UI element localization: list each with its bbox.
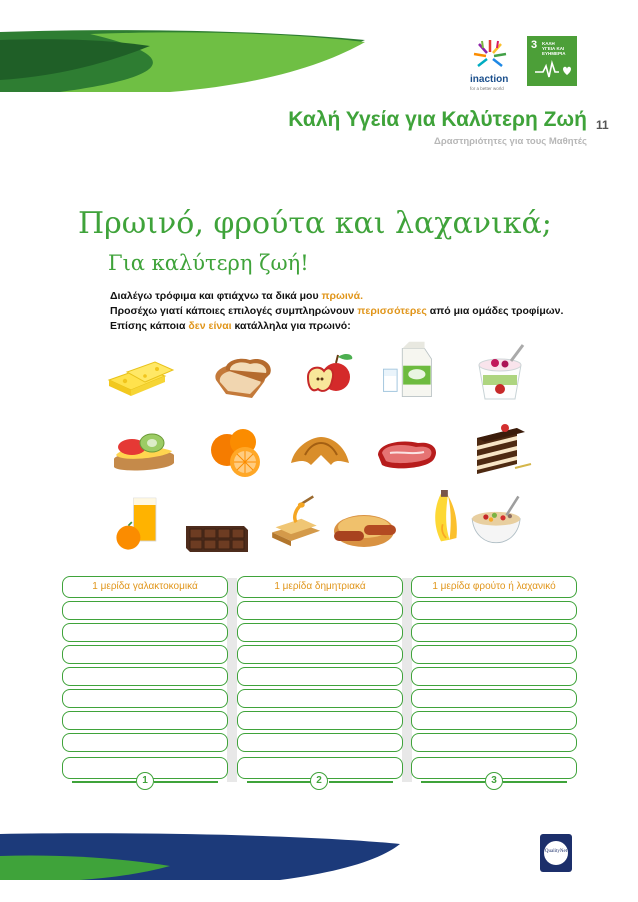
answer-field[interactable] [411, 623, 577, 642]
yogurt-icon[interactable] [465, 343, 535, 403]
answer-field[interactable] [62, 689, 228, 708]
honey-toast-icon[interactable] [262, 493, 332, 553]
sandwich-icon[interactable] [108, 425, 178, 485]
column-header-grains: 1 μερίδα δημητριακά [237, 576, 403, 598]
answer-field[interactable] [237, 645, 403, 664]
cereal-bowl-icon[interactable] [462, 493, 532, 553]
bread-icon[interactable] [208, 348, 278, 408]
column-underline [503, 781, 567, 783]
answer-field[interactable] [411, 733, 577, 752]
column-number-1: 1 [136, 772, 154, 790]
inaction-logo-icon [470, 36, 510, 74]
answer-field[interactable] [237, 733, 403, 752]
column-number-2: 2 [310, 772, 328, 790]
answer-field[interactable] [62, 733, 228, 752]
page-number: 11 [596, 118, 609, 132]
instruction-text: κατάλληλα για πρωινό: [231, 320, 351, 332]
answer-field[interactable] [237, 689, 403, 708]
instruction-highlight: πρωινά. [321, 290, 364, 302]
qualitynet-logo-icon [540, 834, 572, 872]
croissant-icon[interactable] [285, 425, 355, 485]
heartbeat-icon [535, 60, 571, 80]
page-subtitle: Δραστηριότητες για τους Μαθητές [434, 136, 587, 147]
answer-field[interactable] [62, 667, 228, 686]
sdg-text-line3: ΕΥΗΜΕΡΙΑ [542, 51, 566, 56]
column-header-fruit-veg: 1 μερίδα φρούτο ή λαχανικό [411, 576, 577, 598]
sdg-text [542, 41, 566, 56]
milk-icon[interactable] [375, 340, 445, 400]
apple-icon[interactable] [292, 345, 362, 405]
qualitynet-logo-text: QualityNet [544, 849, 568, 854]
answer-field[interactable] [411, 689, 577, 708]
instruction-line-1 [110, 290, 363, 302]
inaction-text: inaction [470, 74, 509, 85]
instruction-text: Προσέχω γιατί κάποιες επιλογές συμπληρώνουν [110, 305, 358, 317]
orange-juice-icon[interactable] [108, 493, 178, 553]
column-underline [72, 781, 136, 783]
instruction-highlight: δεν είναι [188, 320, 232, 332]
sdg3-badge [527, 36, 577, 86]
column-underline [329, 781, 393, 783]
cake-icon[interactable] [465, 418, 535, 478]
answer-field[interactable] [237, 623, 403, 642]
answer-field[interactable] [411, 645, 577, 664]
instruction-line-3 [110, 320, 351, 332]
activity-title: Πρωινό, φρούτα και λαχανικά; [78, 206, 552, 241]
answer-field[interactable] [62, 623, 228, 642]
sdg-number: 3 [531, 39, 538, 51]
cheese-icon[interactable] [105, 350, 175, 410]
answer-field[interactable] [237, 601, 403, 620]
column-underline [421, 781, 485, 783]
sdg-text-line1: ΚΑΛΗ [542, 41, 555, 46]
instruction-text: Επίσης κάποια [110, 320, 189, 332]
column-header-dairy: 1 μερίδα γαλακτοκομικά [62, 576, 228, 598]
sausage-bun-icon[interactable] [330, 500, 400, 560]
answer-field[interactable] [62, 711, 228, 730]
qualitynet-logo [540, 834, 572, 872]
answer-field[interactable] [62, 645, 228, 664]
page-title: Καλή Υγεία για Καλύτερη Ζωή [288, 108, 587, 131]
inaction-tagline: for a better world [470, 86, 504, 91]
column-underline [247, 781, 311, 783]
answer-field[interactable] [411, 667, 577, 686]
sdg-text-line2: ΥΓΕΙΑ ΚΑΙ [542, 46, 565, 51]
answer-field[interactable] [411, 601, 577, 620]
column-underline [154, 781, 218, 783]
instruction-text: Διαλέγω τρόφιμα και φτιάχνω τα δικά μου [110, 290, 322, 302]
answer-field[interactable] [237, 711, 403, 730]
activity-subtitle: Για καλύτερη ζωή! [108, 251, 309, 275]
steak-icon[interactable] [372, 425, 442, 485]
answer-field[interactable] [411, 711, 577, 730]
column-separator [227, 578, 237, 782]
instruction-text: από μια ομάδες τροφίμων. [426, 305, 564, 317]
instruction-line-2 [110, 305, 563, 317]
answer-field[interactable] [237, 667, 403, 686]
chocolate-icon[interactable] [184, 508, 254, 568]
column-number-3: 3 [485, 772, 503, 790]
answer-field[interactable] [62, 601, 228, 620]
orange-icon[interactable] [203, 420, 273, 480]
instruction-highlight: περισσότερες [357, 305, 427, 317]
